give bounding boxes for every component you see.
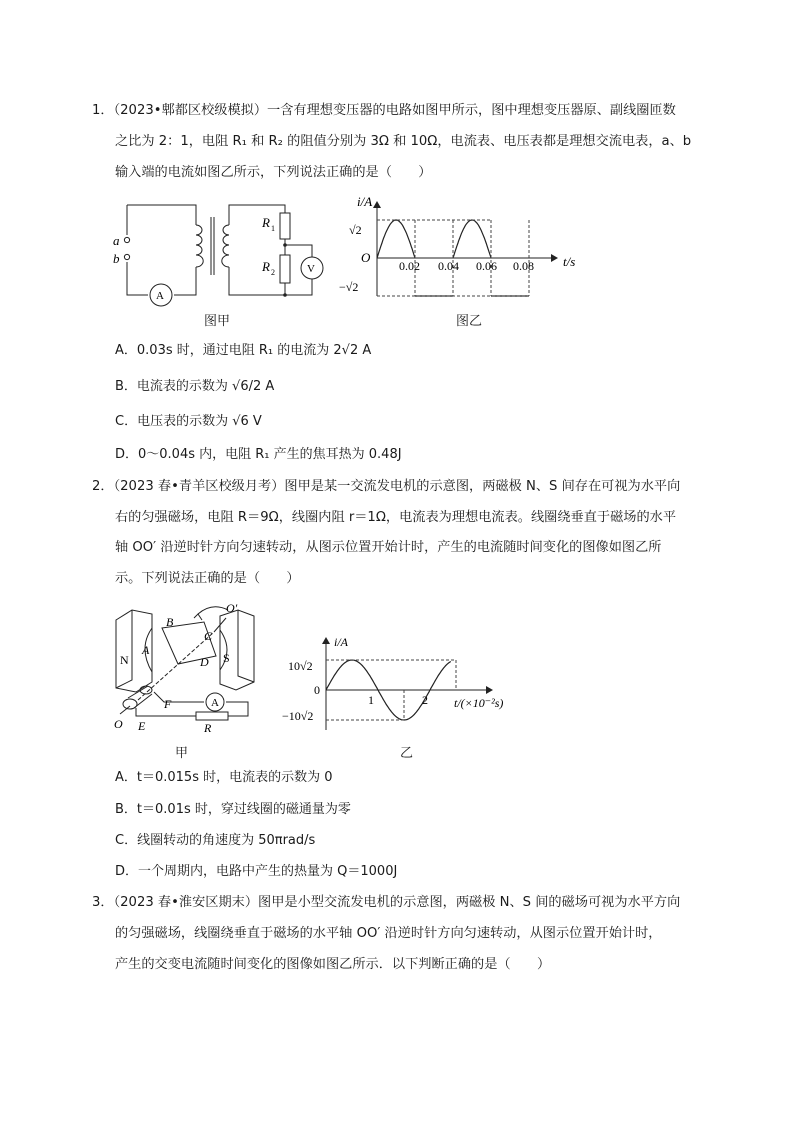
q2-tick-2: 2 [422,693,428,707]
q1-figure-b-caption: 图乙 [456,314,483,329]
q1-ammeter-label: A [156,290,164,302]
q2-n-pole-label: N [120,653,129,667]
q1-tick-2: 0.04 [438,259,459,273]
q2-brush-e-label: E [138,719,146,733]
q1-voltmeter-label: V [307,263,315,275]
q1-r2-sub: 2 [271,268,275,277]
q1-y-neg-label: −√2 [339,280,359,294]
q2-generator-figure [108,598,268,738]
q1-half-sine-2 [453,220,491,258]
q2-option-b[interactable]: B．t＝0.01s 时，穿过线圈的磁通量为零 [115,802,351,817]
q2-option-c[interactable]: C．线圈转动的角速度为 50πrad/s [115,833,316,848]
q1-stem-line-2: 之比为 2：1，电阻 R₁ 和 R₂ 的阻值分别为 3Ω 和 10Ω，电流表、电压表都是理想交流电表，a、b [115,134,692,149]
q1-i-axis-label: i/A [357,194,373,209]
q1-r1-resistor [280,213,290,239]
q2-current-graph [282,630,532,735]
q2-stem-line-4: 示。下列说法正确的是（ ） [115,571,300,586]
q2-ammeter-label: A [211,697,219,709]
q1-tick-3: 0.06 [476,259,497,273]
q2-tick-1: 1 [368,693,374,707]
q2-y-neg-label: −10√2 [282,709,314,723]
q2-s-pole-label: S [223,651,230,665]
q2-stem-line-2: 右的匀强磁场，电阻 R＝9Ω，线圈内阻 r＝1Ω，电流表为理想电流表。线圈绕垂直于磁场的水平 [115,510,677,525]
q1-t-axis-label: t/s [563,254,576,269]
q2-option-a[interactable]: A．t＝0.015s 时，电流表的示数为 0 [115,770,333,785]
q1-current-graph [335,190,595,310]
q2-stem-line-1: 2．（2023 春•青羊区校级月考）图甲是某一交流发电机的示意图，两磁极 N、S 间存在可视为水平向 [92,479,681,494]
q1-option-b[interactable]: B．电流表的示数为 √6/2 A [115,379,275,394]
q1-terminal-b-label: b [113,251,120,266]
q2-resistor-label: R [204,721,212,735]
q1-r1-label: R [262,215,270,230]
q1-stem-line-1: 1．（2023•郫都区校级模拟）一含有理想变压器的电路如图甲所示，图中理想变压器原、副线圈匝数 [92,103,676,118]
q2-coil-d-label: D [200,655,209,669]
q2-i-axis-label: i/A [334,635,348,649]
q2-option-d[interactable]: D．一个周期内，电路中产生的热量为 Q＝1000J [115,864,398,879]
q2-axis-o-label: O [114,717,123,731]
q3-stem-line-2: 的匀强磁场，线圈绕垂直于磁场的水平轴 OO′ 沿逆时针方向匀速转动，从图示位置开始计时， [115,926,662,941]
q2-coil-a-label: A [142,643,150,657]
q1-tick-1: 0.02 [399,259,420,273]
q1-option-c[interactable]: C．电压表的示数为 √6 V [115,414,262,429]
q2-axis-o-prime-label: O′ [226,601,238,615]
q2-coil-c-label: C [204,629,213,643]
q1-r2-label: R [262,259,270,274]
q3-stem-line-1: 3．（2023 春•淮安区期末）图甲是小型交流发电机的示意图，两磁极 N、S 间的磁场可视为水平方向 [92,895,681,910]
q2-coil-b-label: B [166,615,174,629]
q2-brush-f-label: F [164,697,172,711]
q1-terminal-a-label: a [113,233,120,248]
q2-figure-a-caption: 甲 [175,746,189,761]
q1-y-pos-label: √2 [349,223,362,237]
q2-stem-line-3: 轴 OO′ 沿逆时针方向匀速转动，从图示位置开始计时，产生的电流随时间变化的图像如图乙所 [115,540,662,555]
q1-r2-resistor [280,255,290,283]
q3-stem-line-3: 产生的交变电流随时间变化的图像如图乙所示．以下判断正确的是（ ） [115,957,551,972]
q2-y-pos-label: 10√2 [288,659,313,673]
q1-option-d[interactable]: D．0～0.04s 内，电阻 R₁ 产生的焦耳热为 0.48J [115,447,402,462]
q2-origin-label: 0 [314,683,320,697]
q1-tick-4: 0.08 [513,259,534,273]
q1-stem-line-3: 输入端的电流如图乙所示，下列说法正确的是（ ） [115,165,432,180]
q2-t-axis-label: t/(×10⁻²s) [454,696,504,710]
q2-figure-b-caption: 乙 [400,746,414,761]
q1-circuit-figure [110,195,335,310]
q1-half-sine-1 [377,220,415,258]
q1-r1-sub: 1 [271,224,275,233]
q1-figure-a-caption: 图甲 [204,314,231,329]
q1-option-a[interactable]: A．0.03s 时，通过电阻 R₁ 的电流为 2√2 A [115,343,372,358]
q1-origin-label: O [361,250,371,265]
